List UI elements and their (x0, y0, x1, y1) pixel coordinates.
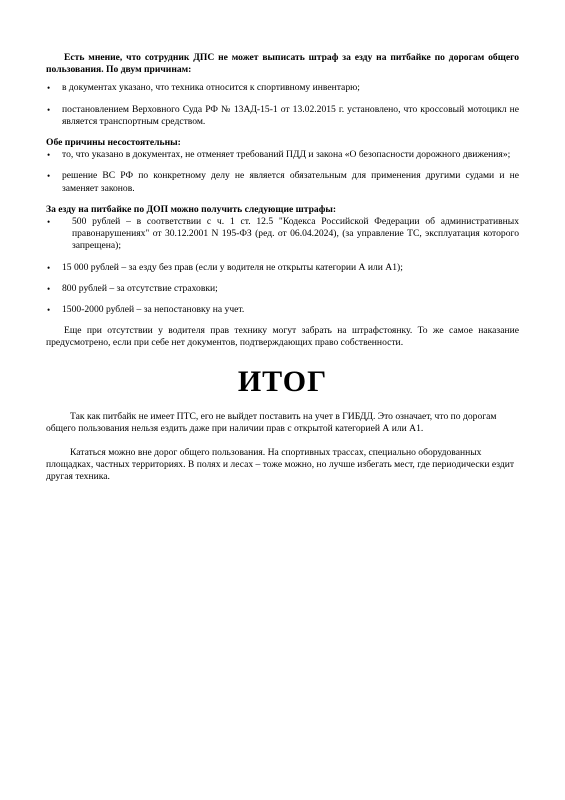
list-item (46, 304, 519, 316)
intro-paragraph: Есть мнение, что сотрудник ДПС не может выписать штраф за езду на питбайке по дорогам общего пользования. По двум причинам: (46, 52, 519, 76)
fine-text: 15 000 рублей – за езду без прав (если у водителя не открыты категории А или А1); (62, 261, 403, 273)
impound-note: Еще при отсутствии у водителя прав технику могут забрать на штрафстоянку. То же самое наказание предусмотрено, если при себе нет документов, подтверждающих право собственности. (46, 325, 519, 349)
summary-paragraph-1: Так как питбайк не имеет ПТС, его не выйдет поставить на учет в ГИБДД. Это означает, что по дорогам общего пользования нельзя ездить даже при наличии прав с открытой категорией А или А1. (46, 410, 497, 434)
bullet-icon: • (47, 150, 51, 161)
reason-text: постановлением Верховного Суда РФ № 13АД-15-1 от 13.02.2015 г. установлено, что кроссовый мотоцикл не является транспортным средством. (62, 103, 519, 127)
bullet-icon: • (47, 283, 51, 294)
list-item (46, 104, 519, 128)
list-item (46, 82, 519, 94)
counter-reason-text: решение ВС РФ по конкретному делу не является обязательным для применения другими судами и не заменяет законов. (62, 170, 519, 194)
both-wrong-title: Обе причины несостоятельны: (46, 137, 181, 149)
list-item (46, 170, 519, 194)
summary-heading: ИТОГ (237, 364, 328, 398)
list-item (46, 216, 519, 253)
bullet-icon: • (47, 262, 51, 273)
fine-text: 500 рублей – в соответствии с ч. 1 ст. 12.5 "Кодекса Российской Федерации об административных правонарушениях" от 30.12.2001 N 195-ФЗ (ред. от 06.04.2024), (за управление ТС, эксплуатация которого запрещена); (72, 216, 519, 252)
summary-paragraph-2: Кататься можно вне дорог общего пользования. На спортивных трассах, специально оборудованных площадках, частных территориях. В полях и лесах – тоже можно, но лучше избегать мест, где периодически ездит другая техника. (46, 447, 515, 483)
fines-title: За езду на питбайке по ДОП можно получить следующие штрафы: (46, 203, 337, 215)
list-item (46, 283, 519, 295)
counter-reasons-list (46, 149, 519, 195)
reasons-list (46, 82, 519, 128)
list-item (46, 262, 519, 274)
bullet-icon: • (47, 217, 51, 228)
bullet-icon: • (47, 83, 51, 94)
counter-reason-text: то, что указано в документах, не отменяет требований ПДД и закона «О безопасности дорожного движения»; (62, 149, 511, 161)
bullet-icon: • (47, 104, 51, 115)
document-page (46, 52, 519, 484)
bullet-icon: • (47, 305, 51, 316)
fine-text: 800 рублей – за отсутствие страховки; (62, 282, 218, 294)
fine-text: 1500-2000 рублей – за непостановку на учет. (62, 304, 245, 316)
list-item (46, 149, 519, 161)
bullet-icon: • (47, 171, 51, 182)
fines-list (46, 216, 519, 316)
reason-text: в документах указано, что техника относится к спортивному инвентарю; (62, 82, 360, 94)
